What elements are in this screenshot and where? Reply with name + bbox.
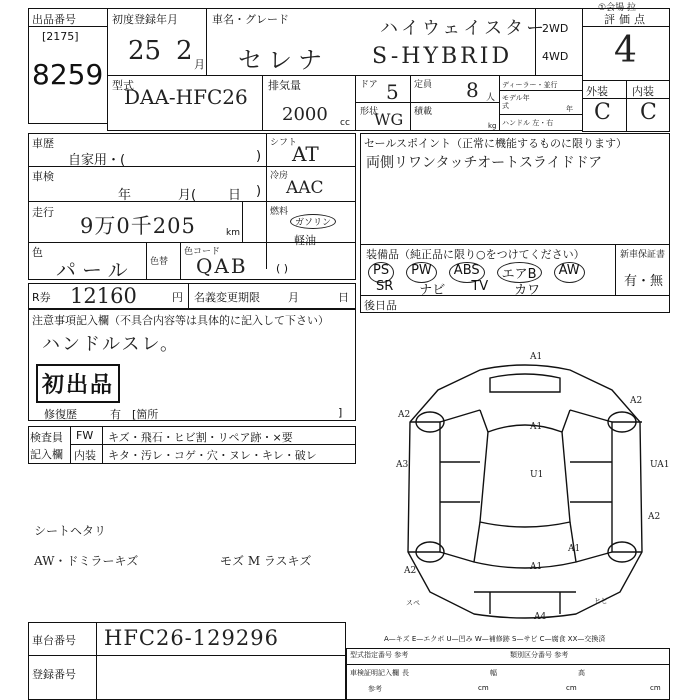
score-value: 4 xyxy=(614,30,637,71)
inspector-fw: FW xyxy=(76,429,94,442)
damage-mark-rear-bumper: A4 xyxy=(534,612,547,622)
first-reg-label: 初度登録年月 xyxy=(112,13,178,26)
chassis-number: HFC26-129296 xyxy=(104,626,279,650)
ac-value: AAC xyxy=(286,178,324,198)
displacement-value: 2000 xyxy=(282,104,328,125)
door-value: 5 xyxy=(386,80,399,104)
exterior-grade: C xyxy=(594,100,611,125)
history-value: 自家用・( xyxy=(68,153,126,168)
sales-point-label: セールスポイント（正常に機能するものに限ります） xyxy=(364,137,628,150)
score-label: 評価点 xyxy=(604,13,649,26)
equip-abs: ABS xyxy=(449,262,485,283)
damage-mark-left-door: A3 xyxy=(396,460,409,470)
ac-label: 冷房 xyxy=(270,171,289,181)
drive-box xyxy=(535,8,583,76)
inspector-interior-items: キタ・汚レ・コゲ・穴・ヌレ・キレ・破レ xyxy=(108,449,317,462)
inspector-exterior-items: キズ・飛石・ヒビ割・リペア跡・×要 xyxy=(108,431,293,444)
registration-label: 登録番号 xyxy=(32,668,76,681)
sales-point-text: 両側リワンタッチオートスライドドア xyxy=(366,155,603,171)
mileage-label: 走行 xyxy=(32,206,54,219)
inspection-label: 車検 xyxy=(32,170,54,183)
remark-line-1: シートヘタリ xyxy=(34,524,107,538)
recycle-value: 12160 xyxy=(70,284,137,308)
equip-pw: PW xyxy=(406,262,437,283)
shape-label: 形状 xyxy=(360,107,379,117)
mileage-value: 9万0千205 xyxy=(80,214,196,238)
first-reg-year: 25 xyxy=(128,36,162,66)
lot-label: 出品番号 xyxy=(32,13,76,26)
damage-mark-roof-front: A1 xyxy=(530,352,543,362)
model-year-label: モデル年式 xyxy=(502,94,530,110)
repair-label: 修復歴 xyxy=(44,408,77,421)
shape-value: WG xyxy=(374,110,404,129)
displacement-label: 排気量 xyxy=(268,79,301,92)
chassis-label: 車台番号 xyxy=(32,634,76,647)
drive-2wd: 2WD xyxy=(542,22,569,35)
spec-ref-label: 型式指定番号 参考 xyxy=(350,651,409,659)
equip-ps: PS xyxy=(368,262,394,283)
equip-airbag: エアB xyxy=(497,262,542,283)
damage-mark-back-door: A1 xyxy=(530,562,543,572)
capacity-label: 定員 xyxy=(414,80,433,90)
interior-grade: C xyxy=(640,100,657,125)
class-ref-label: 類別区分番号 参考 xyxy=(510,651,569,659)
equipment-label: 装備品（純正品に限り○をつけてください） xyxy=(366,248,585,261)
damage-legend: A—キズ E—エクボ U—凹み W—補修跡 S—サビ C—腐食 XX—交換済 xyxy=(384,635,606,643)
height-label: 高 xyxy=(578,669,585,677)
damage-mark-front-right: A2 xyxy=(630,396,643,406)
vehicle-damage-diagram xyxy=(380,352,670,632)
later-items-box xyxy=(360,295,670,313)
name-change-label: 名義変更期限 xyxy=(194,291,260,304)
car-name: セレナ xyxy=(238,46,328,74)
first-listing-stamp: 初出品 xyxy=(36,364,120,403)
history-label: 車歴 xyxy=(32,137,54,150)
exterior-label: 外装 xyxy=(586,85,608,98)
color-code-label: 色コード xyxy=(184,247,221,257)
shift-label: シフト xyxy=(270,138,298,148)
equip-tv: TV xyxy=(471,279,489,294)
remark-line-3: モズ M ラスキズ xyxy=(220,554,312,568)
equip-navi: ナビ xyxy=(419,283,446,298)
color-change-label: 色替 xyxy=(150,257,169,267)
equip-sr: SR xyxy=(376,279,394,294)
damage-mark-left-rear: A2 xyxy=(404,566,417,576)
damage-mark-right-door: UA1 xyxy=(650,460,670,470)
fuel-label: 燃料 xyxy=(270,207,289,217)
inspector-interior-label: 内装 xyxy=(74,449,96,462)
lot-subnumber: [2175] xyxy=(42,30,79,43)
warranty-value: 有・無 xyxy=(624,274,664,289)
notes-text: ハンドルスレ。 xyxy=(42,334,181,355)
interior-label: 内装 xyxy=(632,85,654,98)
cert-label: 車検証明記入欄 xyxy=(350,669,399,677)
equip-leather: カワ xyxy=(514,283,541,298)
remark-line-2: AW・ドミラーキズ xyxy=(34,554,139,568)
door-label: ドア xyxy=(360,80,378,90)
diagram-note-left: スペ xyxy=(406,599,420,607)
color-value: パール xyxy=(56,258,134,282)
grade: S-HYBRID xyxy=(372,44,513,69)
inspector-label: 検査員 xyxy=(30,431,63,444)
capacity-value: 8 xyxy=(466,78,479,102)
shift-value: AT xyxy=(292,142,319,166)
model-label: 型式 xyxy=(112,79,134,92)
load-label: 積載 xyxy=(414,107,433,117)
damage-mark-roof: U1 xyxy=(530,470,544,480)
corner-note: ①会場 拉 xyxy=(598,3,636,13)
fuel-gasoline: ガソリン xyxy=(290,214,336,229)
fuel-diesel: 軽油 xyxy=(294,234,316,247)
width-label: 幅 xyxy=(490,669,497,677)
damage-mark-front-left: A2 xyxy=(398,410,411,420)
lot-number: 8259 xyxy=(32,58,104,91)
notes-label: 注意事項記入欄（不具合内容等は具体的に記入して下さい） xyxy=(32,314,329,327)
model-value: DAA-HFC26 xyxy=(124,85,248,109)
car-brand-top: ハイウェイスター xyxy=(380,18,548,39)
handle-label: ハンドル 左・右 xyxy=(502,119,554,127)
equip-aw: AW xyxy=(554,262,585,283)
damage-mark-rear-glass: A1 xyxy=(568,544,581,554)
damage-mark-hood: A1 xyxy=(530,422,543,432)
color-label: 色 xyxy=(32,246,43,259)
later-items-label: 後日品 xyxy=(364,299,397,312)
dealer-label: ディーラー・並行 xyxy=(502,81,558,89)
diagram-note-right: ヒビ xyxy=(594,597,608,605)
damage-mark-right-rear: A2 xyxy=(648,512,661,522)
first-reg-month: 2 xyxy=(176,36,193,66)
length-label: 長 xyxy=(402,669,409,677)
drive-4wd: 4WD xyxy=(542,50,569,63)
name-grade-label: 車名・グレード xyxy=(212,13,289,26)
warranty-label: 新車保証書 xyxy=(620,250,666,260)
color-code: QAB xyxy=(196,254,248,278)
repair-value: 有 xyxy=(110,408,121,421)
recycle-label: R券 xyxy=(32,291,51,304)
